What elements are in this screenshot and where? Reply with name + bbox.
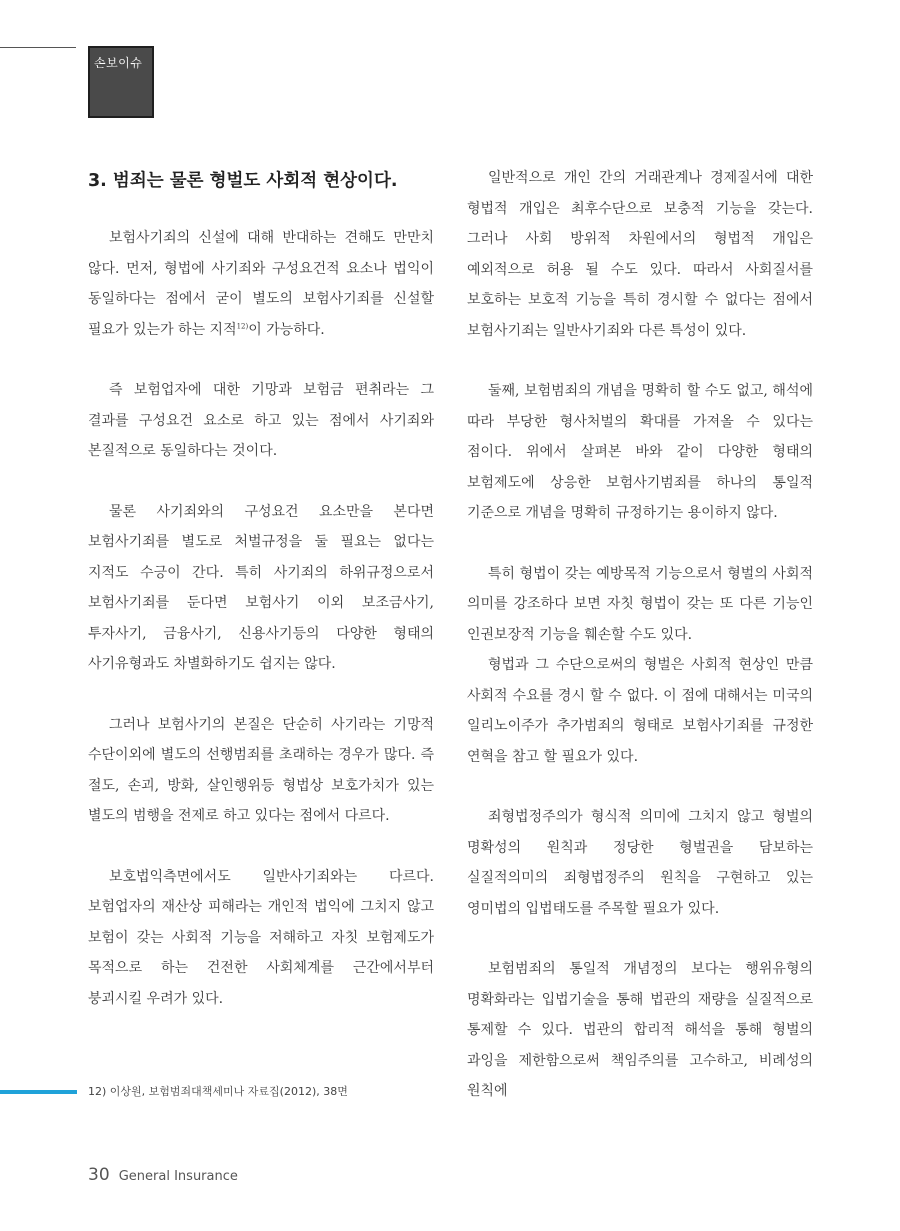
right-column bbox=[467, 163, 813, 1137]
paragraph-text: 이 가능하다. bbox=[248, 321, 325, 338]
section-heading: 3. 범죄는 물론 형벌도 사회적 현상이다. bbox=[88, 171, 398, 191]
magazine-name: General Insurance bbox=[118, 1169, 238, 1184]
paragraph: 일반적으로 개인 간의 거래관계나 경제질서에 대한 형법적 개입은 최후수단으로 보충적 기능을 갖는다. 그러나 사회 방위적 차원에서의 형법적 개입은 예외적으로 허용 될 수도 있다. 따라서 사회질서를 보호하는 보호적 기능을 특히 경시할 수 없다는 점에서 보험사기죄는 일반사기죄와 다른 특성이 있다. bbox=[467, 170, 813, 339]
footnote-ref[interactable]: 12) bbox=[236, 321, 249, 330]
paragraph: 보험범죄의 통일적 개념정의 보다는 행위유형의 명확화라는 입법기술을 통해 법관의 재량을 실질적으로 통제할 수 있다. 법관의 합리적 해석을 통해 형벌의 과잉을 제한함으로써 책임주의를 고수하고, 비례성의 원칙에 bbox=[467, 961, 813, 1099]
paragraph: 물론 사기죄와의 구성요건 요소만을 본다면 보험사기죄를 별도로 처벌규정을 둘 필요는 없다는 지적도 수긍이 간다. 특히 사기죄의 하위규정으로서 보험사기죄를 둔다면 보험사기 이외 보조금사기, 투자사기, 금융사기, 신용사기등의 다양한 형태의 사기유형과도 차별화하기도 쉽지는 않다. bbox=[88, 503, 434, 672]
paragraph: 즉 보험업자에 대한 기망과 보험금 편취라는 그 결과를 구성요건 요소로 하고 있는 점에서 사기죄와 본질적으로 동일하다는 것이다. bbox=[88, 382, 434, 459]
footnote-accent-bar bbox=[0, 1090, 77, 1094]
page-footer bbox=[88, 1165, 238, 1185]
paragraph: 특히 형법이 갖는 예방목적 기능으로서 형벌의 사회적 의미를 강조하다 보면 자칫 형법이 갖는 또 다른 기능인 인권보장적 기능을 훼손할 수도 있다. bbox=[467, 565, 813, 643]
paragraph: 둘째, 보험범죄의 개념을 명확히 할 수도 없고, 해석에 따라 부당한 형사처벌의 확대를 가져올 수 있다는 점이다. 위에서 살펴본 바와 같이 다양한 형태의 보험제도에 상응한 보험사기범죄를 하나의 통일적 기준으로 개념을 명확히 규정하기는 용이하지 않다. bbox=[467, 383, 813, 521]
paragraph-text: 보험사기죄의 신설에 대해 반대하는 견해도 만만치 않다. 먼저, 형법에 사기죄와 구성요건적 요소나 법익이 동일하다는 점에서 굳이 별도의 보험사기죄를 신설할 필요가 있는가 하는 지적 bbox=[88, 230, 434, 338]
paragraph bbox=[88, 223, 434, 345]
footnote: 12) 이상원, 보험범죄대책세미나 자료집(2012), 38면 bbox=[88, 1085, 348, 1098]
paragraph: 보호법익측면에서도 일반사기죄와는 다르다. 보험업자의 재산상 피해라는 개인적 법익에 그치지 않고 보험이 갖는 사회적 기능을 저해하고 자칫 보험제도가 목적으로 하는 건전한 사회체계를 근간에서부터 붕괴시킬 우려가 있다. bbox=[88, 868, 434, 1007]
page-number: 30 bbox=[88, 1165, 110, 1185]
paragraph: 그러나 보험사기의 본질은 단순히 사기라는 기망적 수단이외에 별도의 선행범죄를 초래하는 경우가 많다. 즉 절도, 손괴, 방화, 살인행위등 형법상 보호가치가 있는 별도의 범행을 전제로 하고 있다는 점에서 다르다. bbox=[88, 716, 434, 824]
left-column bbox=[88, 163, 434, 1044]
paragraph: 죄형법정주의가 형식적 의미에 그치지 않고 형벌의 명확성의 원칙과 정당한 형벌권을 담보하는 실질적의미의 죄형법정주의 원칙을 구현하고 있는 영미법의 입법태도를 주목할 필요가 있다. bbox=[467, 809, 813, 917]
section-tab-label: 손보이슈 bbox=[94, 56, 143, 70]
top-rule bbox=[0, 47, 76, 48]
section-tab bbox=[88, 46, 154, 118]
paragraph: 형법과 그 수단으로써의 형벌은 사회적 현상인 만큼 사회적 수요를 경시 할 수 없다. 이 점에 대해서는 미국의 일리노이주가 추가범죄의 형태로 보험사기죄를 규정한 연혁을 참고 할 필요가 있다. bbox=[467, 657, 813, 765]
